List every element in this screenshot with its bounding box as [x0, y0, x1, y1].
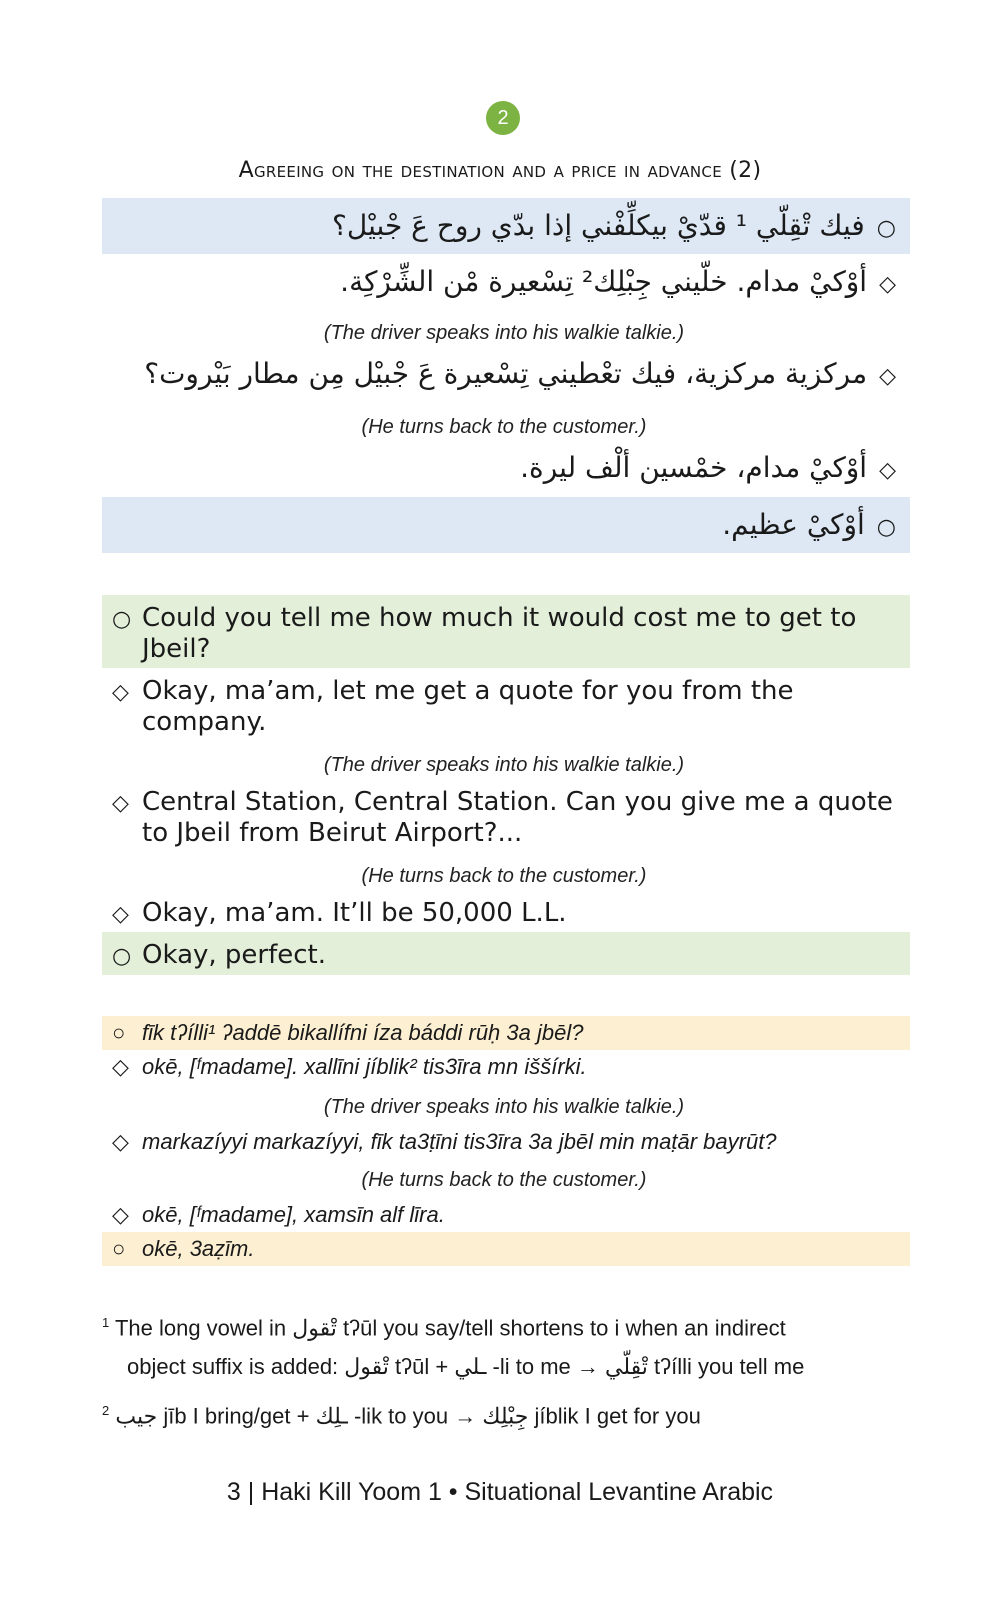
english-text: Okay, ma’am, let me get a quote for you from the company.	[142, 676, 794, 737]
footnote-1	[102, 1303, 922, 1386]
speaker-diamond-icon: ◇	[112, 791, 129, 816]
speaker-diamond-icon: ◇	[112, 680, 129, 705]
speaker-diamond-icon: ◇	[112, 1054, 129, 1079]
footnote-number: 2	[102, 1403, 110, 1418]
page-title: Agreeing on the destination and a price in advance (2)	[238, 158, 762, 183]
arabic-text: أوْكيْ عظيم.	[722, 508, 865, 541]
speaker-circle-icon: ○	[112, 1236, 126, 1261]
translit-line-5	[102, 1232, 910, 1266]
arabic-line-5	[102, 497, 910, 553]
english-line-4	[102, 890, 910, 932]
english-line-5	[102, 932, 910, 975]
arabic-line-2	[102, 254, 910, 310]
translit-text: fīk tʔílli¹ ʔaddē bikallífni íza báddi rūḥ 3a jbēl?	[142, 1020, 584, 1045]
page-footer: 3 | Haki Kill Yoom 1 • Situational Levantine Arabic	[226, 1478, 774, 1506]
translit-line-3	[102, 1125, 910, 1159]
speaker-diamond-icon: ◇	[112, 1202, 129, 1227]
arabic-text: فيك تْقِلّي ¹ قدّيْ بيكلِّفْني إذا بدّي روح عَ جْبيْل؟	[332, 209, 865, 242]
stage-direction: (He turns back to the customer.)	[361, 865, 647, 887]
english-text: Okay, ma’am. It’ll be 50,000 L.L.	[142, 898, 567, 928]
arabic-text: أوْكيْ مدام، خمْسين ألْف ليرة.	[520, 451, 868, 484]
arabic-line-3	[102, 346, 910, 402]
stage-direction: (He turns back to the customer.)	[361, 416, 647, 438]
footnote-text: جيب jīb I bring/get + ـلِك -lik to you → جِبْلِك jíblik I get for you	[115, 1403, 701, 1429]
section-number-badge: 2	[486, 101, 520, 135]
arabic-text: مركزية مركزية، فيك تعْطيني تِسْعيرة عَ جْبيْل مِن مطار بَيْروت؟	[144, 357, 868, 390]
footnote-text: object suffix is added: تْقول tʔūl + ـلي -li to me → تْقِلّي tʔílli you tell me	[127, 1354, 805, 1380]
speaker-circle-icon: ○	[112, 944, 132, 969]
footnote-2	[102, 1391, 922, 1435]
speaker-circle-icon: ○	[112, 607, 132, 632]
arabic-text: أوْكيْ مدام. خلّيني جِبْلِك² تِسْعيرة مْن الشِّرْكِة.	[340, 265, 868, 298]
stage-direction: (He turns back to the customer.)	[361, 1169, 647, 1191]
english-text: Could you tell me how much it would cost me to get to Jbeil?	[142, 603, 857, 664]
stage-direction: (The driver speaks into his walkie talkie.)	[323, 1096, 685, 1118]
speaker-circle-icon: ○	[112, 1020, 126, 1045]
translit-line-4	[102, 1198, 910, 1232]
english-line-3	[102, 779, 910, 852]
speaker-diamond-icon: ◇	[112, 902, 129, 927]
footnote-text: The long vowel in تْقول tʔūl you say/tell shortens to i when an indirect	[114, 1315, 786, 1341]
speaker-diamond-icon: ◇	[879, 364, 896, 389]
translit-text: okē, [ᶠmadame], xamsīn alf līra.	[142, 1202, 445, 1227]
translit-text: markazíyyi markazíyyi, fīk ta3ṭīni tis3īra 3a jbēl min maṭār bayrūt?	[142, 1129, 777, 1154]
english-line-1	[102, 595, 910, 668]
english-text: Okay, perfect.	[142, 940, 327, 970]
stage-direction: (The driver speaks into his walkie talkie.)	[323, 322, 685, 344]
speaker-circle-icon: ○	[876, 216, 896, 241]
english-line-2	[102, 668, 910, 741]
translit-text: okē, 3aẓīm.	[142, 1236, 255, 1261]
english-text: Central Station, Central Station. Can you give me a quote to Jbeil from Beirut Airport?...	[142, 787, 893, 848]
speaker-diamond-icon: ◇	[879, 458, 896, 483]
stage-direction: (The driver speaks into his walkie talkie.)	[323, 754, 685, 776]
translit-line-2	[102, 1050, 910, 1084]
arabic-line-4	[102, 440, 910, 496]
translit-line-1	[102, 1016, 910, 1050]
footnote-number: 1	[102, 1315, 110, 1330]
speaker-circle-icon: ○	[876, 515, 896, 540]
speaker-diamond-icon: ◇	[112, 1129, 129, 1154]
speaker-diamond-icon: ◇	[879, 272, 896, 297]
arabic-line-1	[102, 198, 910, 254]
translit-text: okē, [ᶠmadame]. xallīni jíblik² tis3īra mn iššírki.	[142, 1054, 587, 1079]
